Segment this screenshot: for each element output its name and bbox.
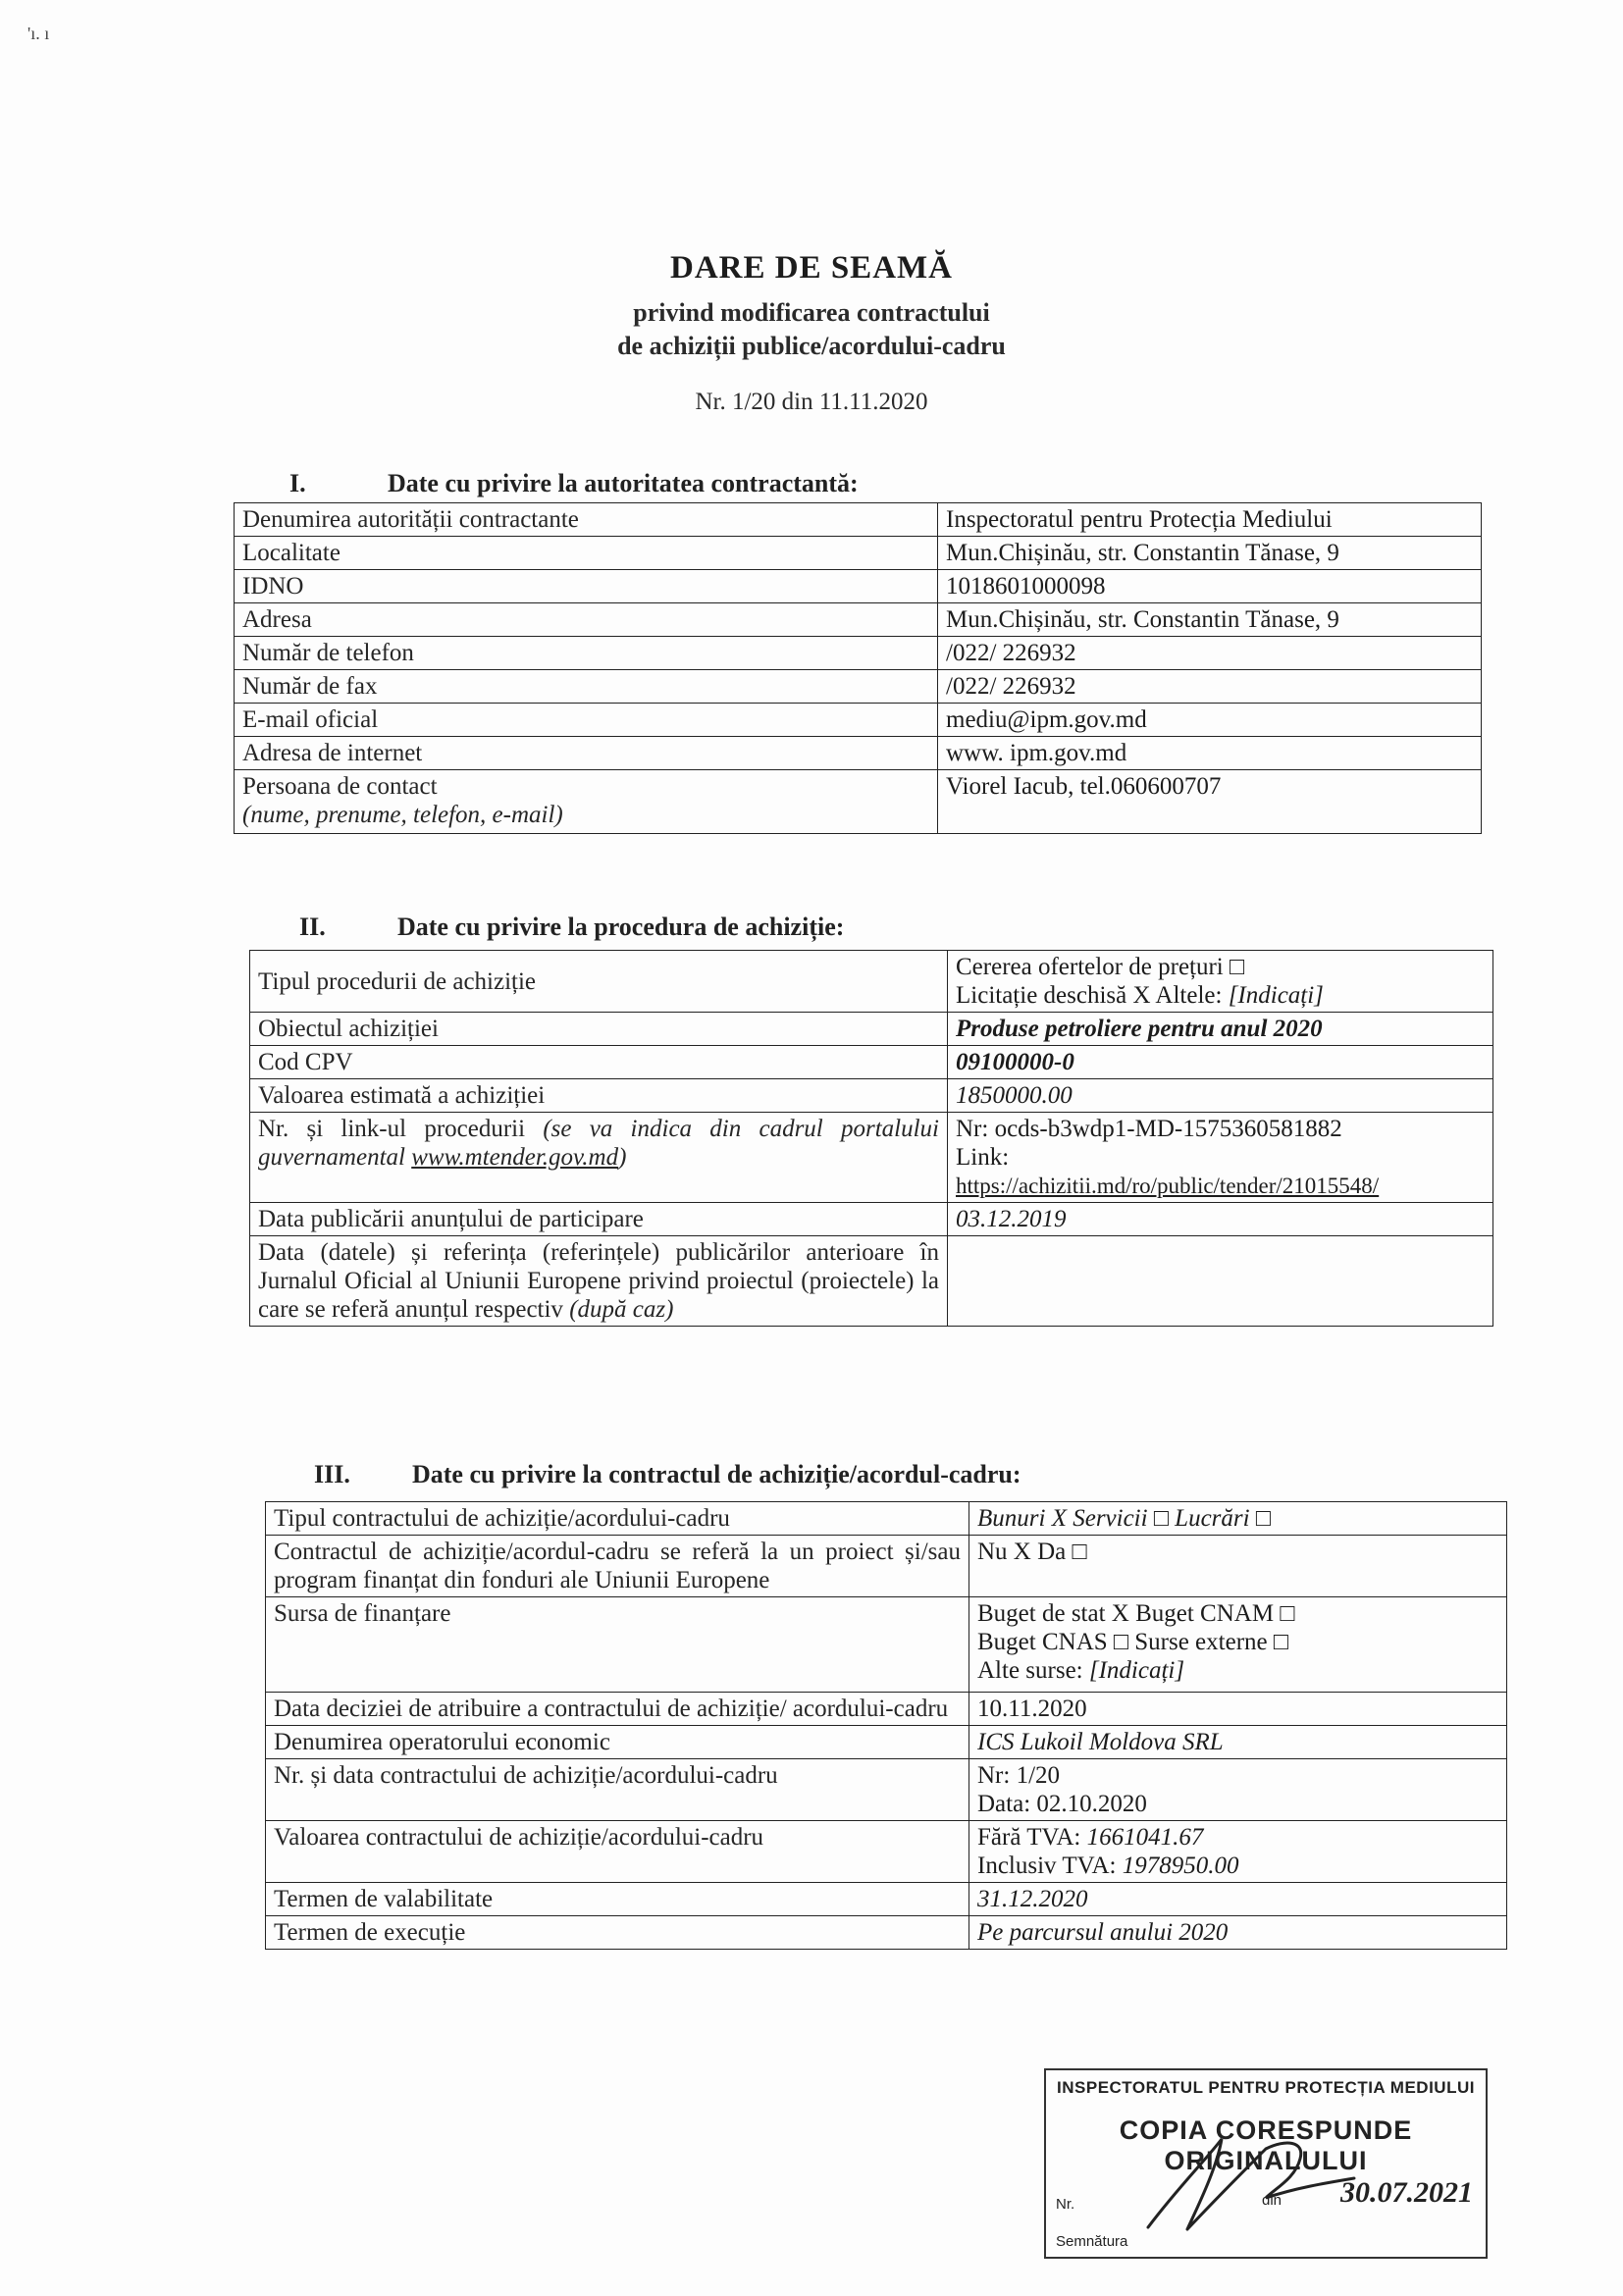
contract-number-label: Nr. și data contractului de achiziție/acordului-cadru	[266, 1759, 969, 1821]
object-value: Produse petroliere pentru anul 2020	[948, 1013, 1493, 1046]
value-without-vat-label: Fără TVA:	[977, 1824, 1087, 1851]
table-row	[266, 1759, 1507, 1821]
fax-value: /022/ 226932	[938, 670, 1482, 704]
table-row	[266, 1821, 1507, 1883]
stamp-organization: INSPECTORATUL PENTRU PROTECȚIA MEDIULUI	[1057, 2078, 1475, 2097]
eu-reference-label-main: Data (datele) și referința (referințele) publicărilor anterioare în Jurnalul Oficial al Uniunii Europene privind proiectul (proiectele) la care se referă anunțul respectiv	[258, 1239, 939, 1323]
publication-date-value: 03.12.2019	[948, 1203, 1493, 1236]
table-row	[235, 770, 1482, 834]
section-3-title: Date cu privire la contractul de achiziție/acordul-cadru:	[412, 1460, 1021, 1488]
address-label: Adresa	[235, 603, 938, 637]
table-row	[250, 951, 1493, 1013]
cpv-label: Cod CPV	[250, 1046, 948, 1079]
document-title: DARE DE SEAMĂ	[669, 250, 954, 286]
idno-value: 1018601000098	[938, 570, 1482, 603]
estimated-value: 1850000.00	[948, 1079, 1493, 1113]
funding-line3	[977, 1656, 1498, 1685]
award-date-label: Data deciziei de atribuire a contractului de achiziție/ acordului-cadru	[266, 1693, 969, 1726]
email-label: E-mail oficial	[235, 704, 938, 737]
contact-person-label: Persoana de contact	[242, 773, 438, 800]
address-value: Mun.Chișinău, str. Constantin Tănase, 9	[938, 603, 1482, 637]
stamp-nr-label: Nr.	[1056, 2196, 1075, 2213]
eu-project-label: Contractul de achiziție/acordul-cadru se referă la un proiect și/sau program finanțat din fonduri ale Uniunii Europene	[266, 1536, 969, 1597]
table-row	[235, 737, 1482, 770]
section-2-number: II.	[299, 913, 326, 941]
phone-value: /022/ 226932	[938, 637, 1482, 670]
funding-line1: Buget de stat X Buget CNAM □	[977, 1600, 1295, 1627]
document-header	[0, 250, 1623, 416]
table-row	[235, 603, 1482, 637]
stamp-date: 30.07.2021	[1340, 2176, 1473, 2209]
document-subtitle-line2: de achiziții publice/acordului-cadru	[617, 332, 1006, 360]
scan-corner-mark: 'ı. ı	[27, 24, 50, 43]
contract-date-value: Data: 02.10.2020	[977, 1791, 1147, 1817]
estimated-value-label: Valoarea estimată a achiziției	[250, 1079, 948, 1113]
table-row	[250, 1013, 1493, 1046]
execution-label: Termen de execuție	[266, 1916, 969, 1950]
table-row	[250, 1203, 1493, 1236]
section-1-heading	[289, 469, 859, 498]
procedure-table	[249, 950, 1493, 1327]
section-2-title: Date cu privire la procedura de achiziție:	[397, 913, 845, 941]
procedure-type-line2	[956, 981, 1485, 1010]
contact-person-label-cell	[235, 770, 938, 834]
table-row	[235, 503, 1482, 537]
validity-label: Termen de valabilitate	[266, 1883, 969, 1916]
contract-type-value: Bunuri X Servicii □ Lucrări □	[969, 1502, 1507, 1536]
value-without-vat	[977, 1823, 1498, 1852]
locality-value: Mun.Chișinău, str. Constantin Tănase, 9	[938, 537, 1482, 570]
funding-other-label: Alte surse:	[977, 1657, 1089, 1684]
object-label: Obiectul achiziției	[250, 1013, 948, 1046]
email-value: mediu@ipm.gov.md	[938, 704, 1482, 737]
table-row	[235, 570, 1482, 603]
value-with-vat-label: Inclusiv TVA:	[977, 1852, 1123, 1879]
table-row	[250, 1113, 1493, 1203]
procedure-url[interactable]: https://achizitii.md/ro/public/tender/21015548/	[956, 1174, 1380, 1198]
table-row	[250, 1046, 1493, 1079]
document-number: Nr. 1/20 din 11.11.2020	[695, 389, 928, 415]
authority-table	[234, 502, 1482, 834]
table-row	[266, 1726, 1507, 1759]
document-subtitle-line1: privind modificarea contractului	[633, 298, 990, 327]
table-row	[266, 1916, 1507, 1950]
contract-value-label: Valoarea contractului de achiziție/acordului-cadru	[266, 1821, 969, 1883]
table-row	[266, 1693, 1507, 1726]
procedure-type-label: Tipul procedurii de achiziție	[250, 951, 948, 1013]
contract-table	[265, 1501, 1507, 1950]
handwritten-signature	[1128, 2119, 1384, 2237]
procedure-type-value	[948, 951, 1493, 1013]
contract-value-cell	[969, 1821, 1507, 1883]
procedure-type-other-hint: [Indicați]	[1228, 982, 1324, 1009]
stamp-main-text: COPIA CORESPUNDE ORIGINALULUI	[1119, 2115, 1413, 2175]
eu-reference-label	[250, 1236, 948, 1327]
procedure-link-label-main: Nr. și link-ul procedurii	[258, 1116, 544, 1142]
table-row	[235, 537, 1482, 570]
table-row	[250, 1079, 1493, 1113]
funding-source-label: Sursa de finanțare	[266, 1597, 969, 1693]
table-row	[250, 1236, 1493, 1327]
procedure-link-caption: Link:	[956, 1144, 1010, 1171]
procedure-link-label-hint: (se va indica din cadrul portalului guvernamental	[258, 1116, 939, 1171]
section-2-heading	[299, 913, 844, 942]
eu-reference-value	[948, 1236, 1493, 1327]
eu-reference-label-hint: (după caz)	[569, 1296, 674, 1323]
table-row	[266, 1597, 1507, 1693]
operator-label: Denumirea operatorului economic	[266, 1726, 969, 1759]
table-row	[235, 670, 1482, 704]
procedure-type-open-tender: Licitație deschisă X Altele:	[956, 982, 1229, 1009]
value-without-vat-amount: 1661041.67	[1086, 1824, 1204, 1851]
contact-person-value: Viorel Iacub, tel.060600707	[938, 770, 1482, 834]
fax-label: Număr de fax	[235, 670, 938, 704]
table-row	[235, 704, 1482, 737]
validity-value: 31.12.2020	[969, 1883, 1507, 1916]
funding-line2: Buget CNAS □ Surse externe □	[977, 1629, 1288, 1655]
section-1-number: I.	[289, 469, 306, 497]
execution-value: Pe parcursul anului 2020	[969, 1916, 1507, 1950]
funding-other-hint: [Indicați]	[1088, 1657, 1185, 1684]
locality-label: Localitate	[235, 537, 938, 570]
value-with-vat	[977, 1852, 1498, 1880]
award-date-value: 10.11.2020	[969, 1693, 1507, 1726]
stamp-signature-label: Semnătura	[1056, 2233, 1128, 2250]
authority-name-value: Inspectoratul pentru Protecția Mediului	[938, 503, 1482, 537]
procedure-type-line1: Cererea ofertelor de prețuri □	[956, 954, 1245, 980]
procedure-link-value	[948, 1113, 1493, 1203]
contract-type-label: Tipul contractului de achiziție/acordului-cadru	[266, 1502, 969, 1536]
contract-number-cell	[969, 1759, 1507, 1821]
section-3-number: III.	[314, 1460, 350, 1488]
procedure-link-label	[250, 1113, 948, 1203]
authority-name-label: Denumirea autorității contractante	[235, 503, 938, 537]
idno-label: IDNO	[235, 570, 938, 603]
procedure-nr: Nr: ocds-b3wdp1-MD-1575360581882	[956, 1116, 1342, 1142]
contact-person-hint: (nume, prenume, telefon, e-mail)	[242, 802, 563, 828]
table-row	[266, 1536, 1507, 1597]
website-value: www. ipm.gov.md	[938, 737, 1482, 770]
website-label: Adresa de internet	[235, 737, 938, 770]
publication-date-label: Data publicării anunțului de participare	[250, 1203, 948, 1236]
value-with-vat-amount: 1978950.00	[1122, 1852, 1239, 1879]
table-row	[266, 1883, 1507, 1916]
phone-label: Număr de telefon	[235, 637, 938, 670]
table-row	[266, 1502, 1507, 1536]
table-row	[235, 637, 1482, 670]
section-1-title: Date cu privire la autoritatea contractantă:	[388, 469, 859, 497]
stamp-din-label: din	[1262, 2192, 1283, 2209]
cpv-value: 09100000-0	[948, 1046, 1493, 1079]
mtender-link[interactable]: www.mtender.gov.md	[411, 1144, 619, 1171]
eu-project-value: Nu X Da □	[969, 1536, 1507, 1597]
contract-number-value: Nr: 1/20	[977, 1762, 1061, 1789]
operator-value: ICS Lukoil Moldova SRL	[969, 1726, 1507, 1759]
section-3-heading	[314, 1460, 1021, 1489]
procedure-link-label-close: )	[618, 1144, 627, 1171]
funding-source-value	[969, 1597, 1507, 1693]
